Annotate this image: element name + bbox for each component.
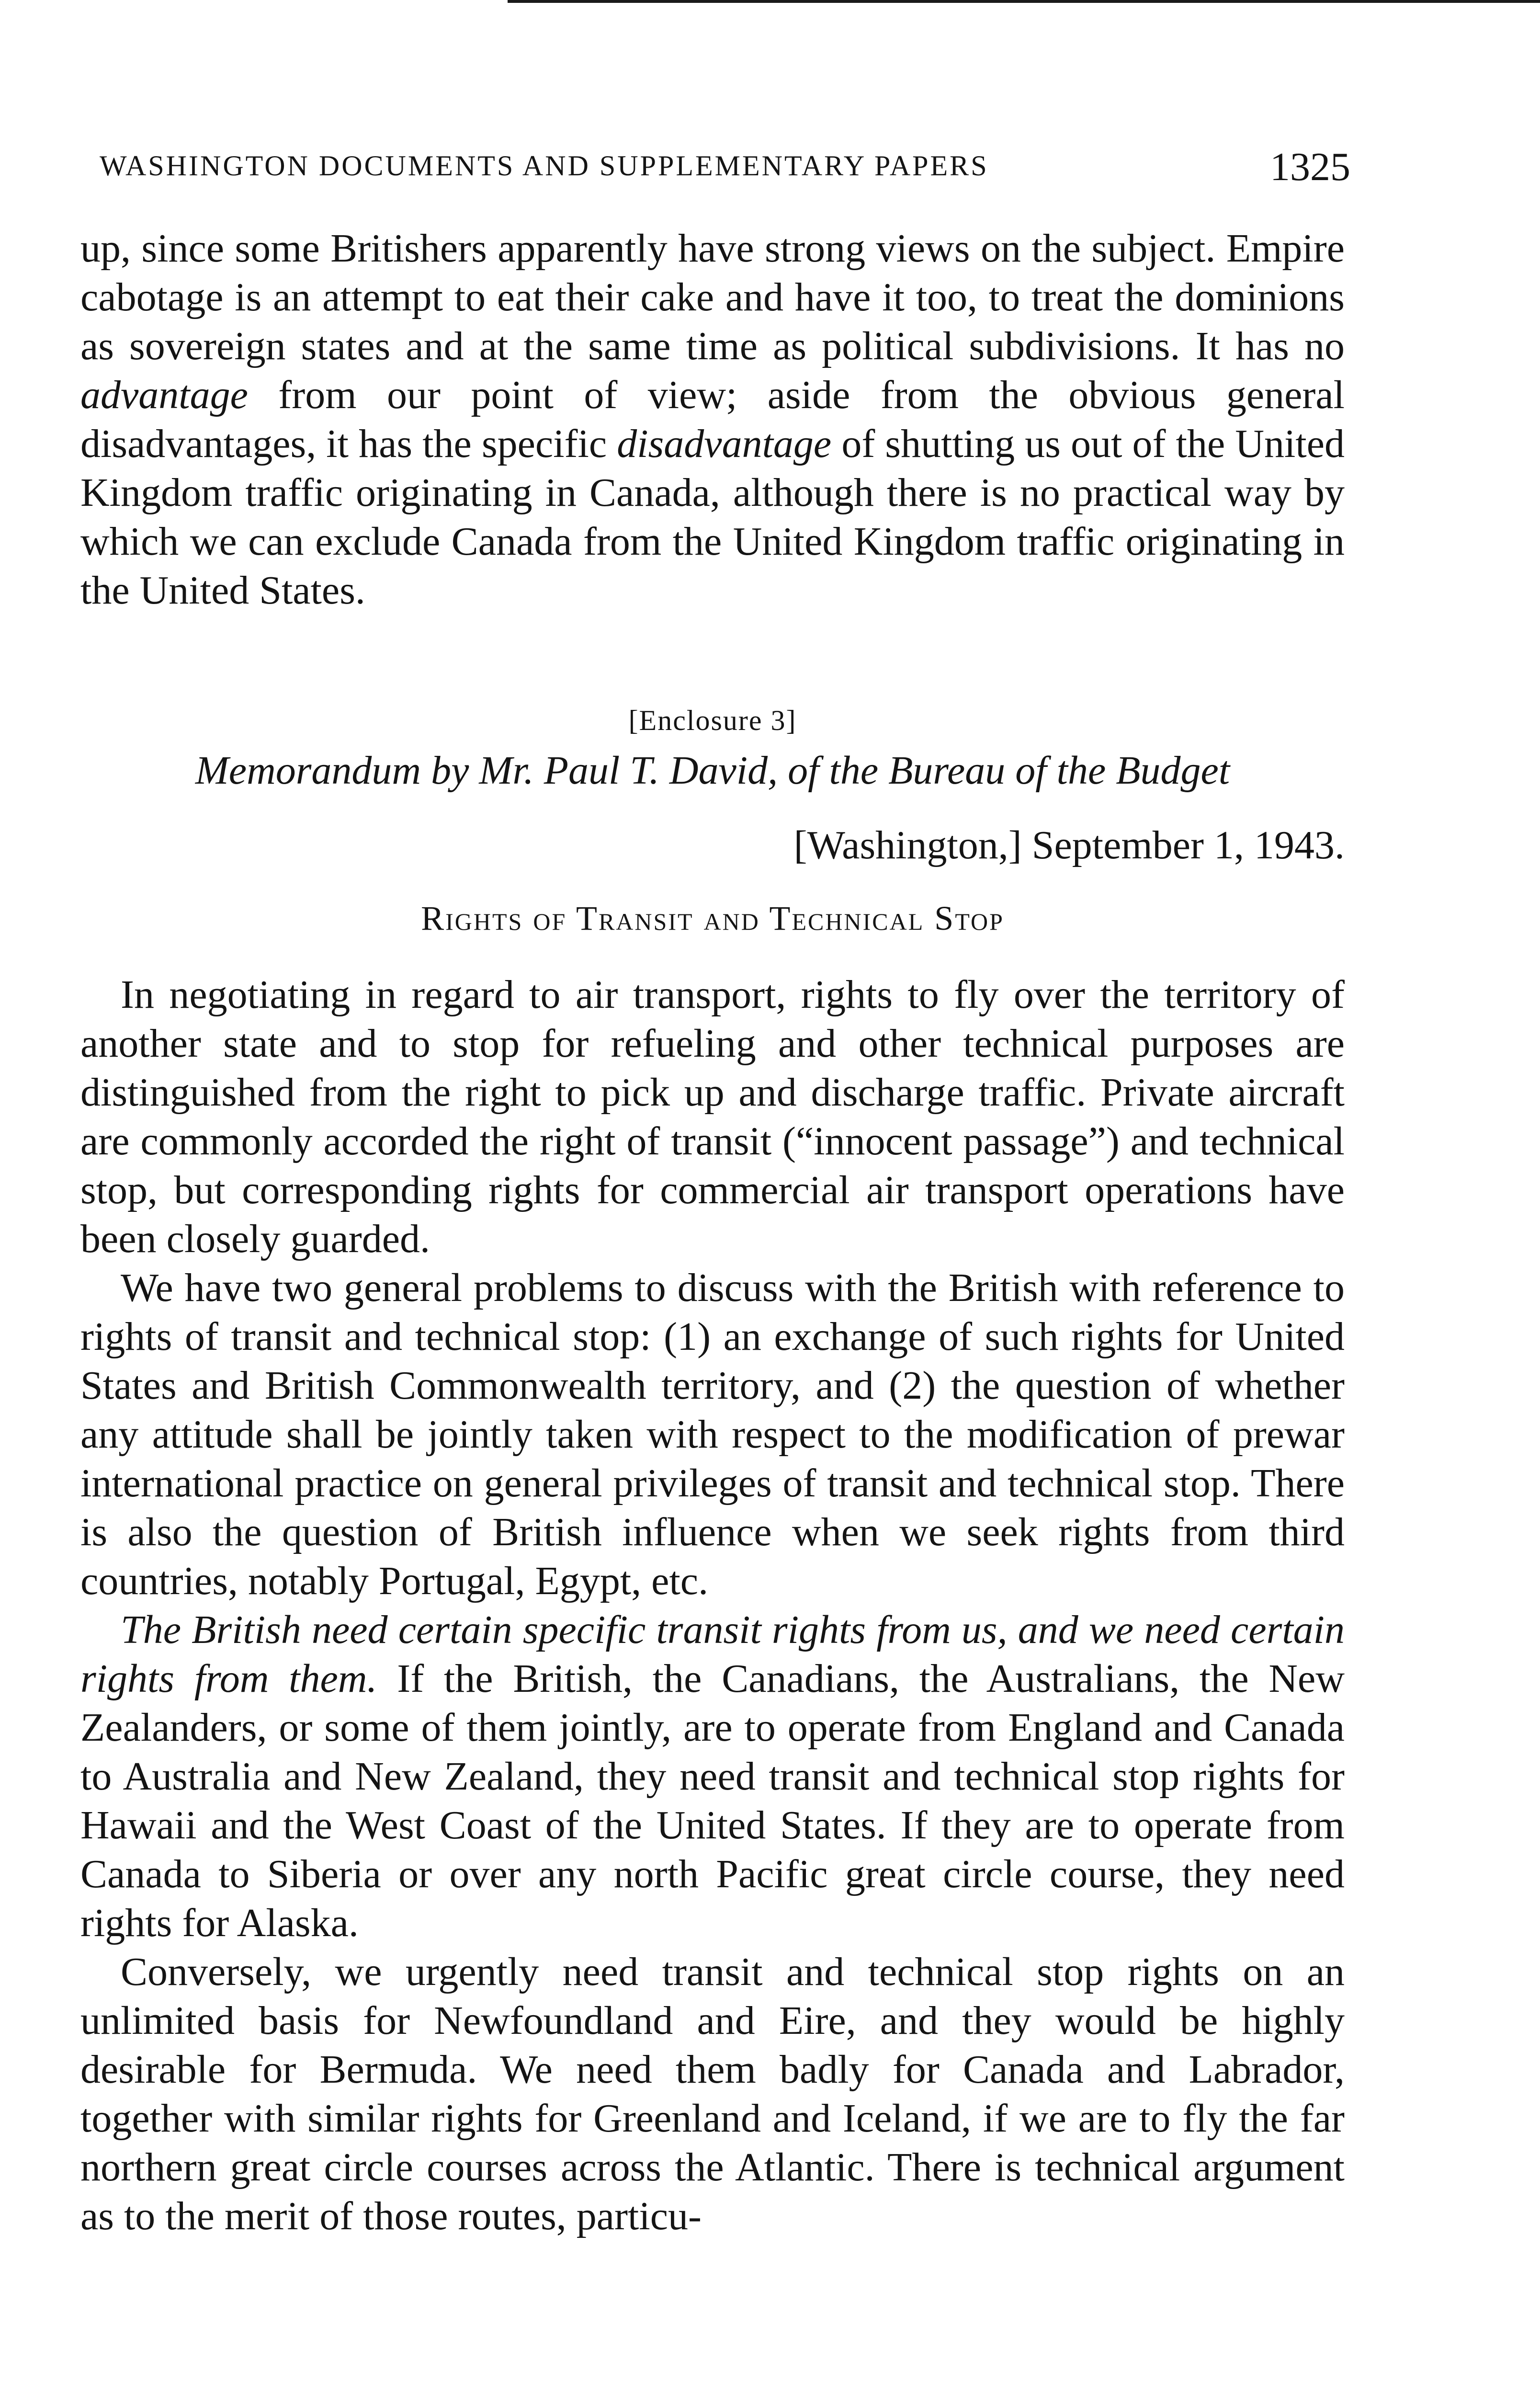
top-rule: [508, 0, 1540, 3]
section-title: Rights of Transit and Technical Stop: [421, 899, 1004, 937]
paragraph-3-text: If the British, the Canadians, the Australians, the New Zealanders, or some of them jointly, are to operate from England and Canada to Australia and New Zealand, they need transit and technical stop rights for Hawaii and the West Coast of the United States. If they are to operate from Canada to Siberia or over any north Pacific great circle course, they need rights for Alaska.: [80, 1656, 1345, 1945]
memorandum-title: Memorandum by Mr. Paul T. David, of the Bureau of the Budget: [195, 748, 1230, 793]
enclosure-label: [Enclosure 3]: [628, 705, 797, 736]
continuation-text-1: up, since some Britishers apparently have strong views on the subject. Empire cabotage is an attempt to eat their cake and have it too, to treat the dominions as sovereign states and at the same time as political subdivisions. It has no: [80, 226, 1345, 368]
emphasis-disadvantage: disadvantage: [617, 422, 832, 466]
page-number: 1325: [1270, 145, 1350, 189]
body-paragraph-4: Conversely, we urgently need transit and technical stop rights on an unlimited basis for Newfoundland and Eire, and they would be highly desirable for Bermuda. We need them badly for Canada and Labrador, together with similar rights for Greenland and Iceland, if we are to fly the far northern great circle courses across the Atlantic. There is technical argument as to the merit of those routes, particu-: [80, 1950, 1345, 2238]
page-body: [80, 224, 1345, 2241]
continuation-text-3: of shutting us out of the United Kingdom traffic originating in Canada, although there is no practical way by which we can exclude Canada from the United Kingdom traffic originating in the United States.: [80, 422, 1345, 613]
running-head: WASHINGTON DOCUMENTS AND SUPPLEMENTARY PAPERS: [100, 150, 989, 182]
page-header: [100, 144, 1350, 192]
body-paragraph-1: In negotiating in regard to air transport, rights to fly over the territory of another state and to stop for refueling and other technical purposes are distinguished from the right to pick up and discharge traffic. Private aircraft are commonly accorded the right of transit (“innocent passage”) and technical stop, but corresponding rights for commercial air transport operations have been closely guarded.: [80, 972, 1345, 1261]
emphasis-advantage: advantage: [80, 373, 248, 417]
continuation-paragraph: [80, 224, 1345, 615]
continuation-text-2: from our point of view; aside from the obvious general disadvantages, it has the specific: [80, 373, 1345, 466]
body-paragraph-3: [80, 1606, 1345, 1948]
body-paragraph-2: We have two general problems to discuss with the British with reference to rights of transit and technical stop: (1) an exchange of such rights for United States and British Commonwealth territory, and (2) the question of whether any attitude shall be jointly taken with respect to the modification of prewar international practice on general privileges of transit and technical stop. There is also the question of British influence when we seek rights from third countries, notably Portugal, Egypt, etc.: [80, 1266, 1345, 1603]
paragraph-3-emphasis: The British need certain specific transit rights from us, and we need certain rights from them.: [80, 1608, 1345, 1701]
dateline: [Washington,] September 1, 1943.: [793, 823, 1345, 867]
